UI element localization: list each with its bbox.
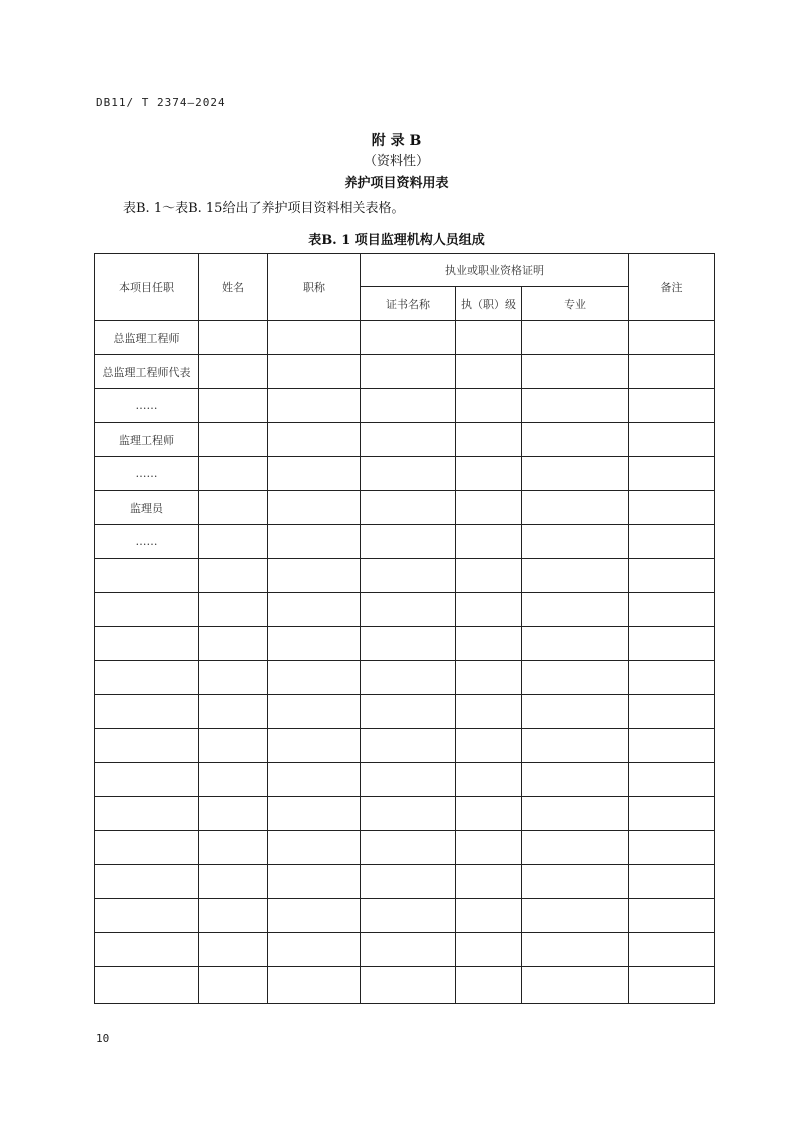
role-cell: 监理工程师 <box>95 423 199 457</box>
page-number: 10 <box>96 1032 110 1045</box>
blank-cell <box>268 559 361 593</box>
blank-cell <box>268 457 361 491</box>
blank-cell <box>361 695 456 729</box>
blank-cell <box>199 321 268 355</box>
blank-cell <box>456 763 522 797</box>
header-cert-name: 证书名称 <box>361 287 456 321</box>
blank-cell <box>361 389 456 423</box>
blank-cell <box>199 593 268 627</box>
blank-cell <box>361 899 456 933</box>
blank-cell <box>522 933 629 967</box>
table-caption: 表B. 1 项目监理机构人员组成 <box>308 233 485 248</box>
blank-cell <box>268 763 361 797</box>
blank-cell <box>456 865 522 899</box>
blank-cell <box>199 797 268 831</box>
blank-cell <box>268 423 361 457</box>
header-role: 本项目任职 <box>95 254 199 321</box>
blank-cell <box>361 865 456 899</box>
role-cell: …… <box>95 525 199 559</box>
blank-cell <box>199 865 268 899</box>
role-cell <box>95 559 199 593</box>
blank-cell <box>456 559 522 593</box>
blank-cell <box>629 933 715 967</box>
blank-cell <box>361 763 456 797</box>
blank-cell <box>522 661 629 695</box>
blank-cell <box>522 355 629 389</box>
blank-cell <box>268 899 361 933</box>
blank-cell <box>629 593 715 627</box>
table-row <box>95 321 715 355</box>
blank-cell <box>199 423 268 457</box>
blank-cell <box>268 967 361 1004</box>
table-row <box>95 797 715 831</box>
blank-cell <box>456 457 522 491</box>
personnel-table-wrapper <box>94 253 715 1004</box>
appendix-name: 养护项目资料用表 <box>344 176 449 191</box>
blank-cell <box>629 695 715 729</box>
blank-cell <box>629 559 715 593</box>
blank-cell <box>199 355 268 389</box>
table-row <box>95 423 715 457</box>
blank-cell <box>268 865 361 899</box>
blank-cell <box>268 729 361 763</box>
header-name: 姓名 <box>199 254 268 321</box>
table-row <box>95 389 715 423</box>
role-cell: 总监理工程师 <box>95 321 199 355</box>
blank-cell <box>629 661 715 695</box>
table-row <box>95 525 715 559</box>
blank-cell <box>361 457 456 491</box>
header-qualification: 执业或职业资格证明 <box>361 254 629 287</box>
blank-cell <box>456 729 522 763</box>
blank-cell <box>268 389 361 423</box>
table-row <box>95 457 715 491</box>
table-row <box>95 491 715 525</box>
header-remarks: 备注 <box>629 254 715 321</box>
blank-cell <box>361 355 456 389</box>
blank-cell <box>199 899 268 933</box>
role-cell <box>95 627 199 661</box>
header-specialty: 专业 <box>522 287 629 321</box>
table-row <box>95 933 715 967</box>
blank-cell <box>456 661 522 695</box>
blank-cell <box>456 899 522 933</box>
blank-cell <box>199 491 268 525</box>
blank-cell <box>268 661 361 695</box>
role-cell <box>95 661 199 695</box>
table-row <box>95 729 715 763</box>
role-cell <box>95 797 199 831</box>
table-row <box>95 593 715 627</box>
blank-cell <box>522 491 629 525</box>
blank-cell <box>456 389 522 423</box>
blank-cell <box>361 797 456 831</box>
appendix-title: 附 录 B <box>371 133 422 149</box>
blank-cell <box>199 763 268 797</box>
table-row <box>95 831 715 865</box>
blank-cell <box>629 797 715 831</box>
blank-cell <box>199 831 268 865</box>
blank-cell <box>199 729 268 763</box>
blank-cell <box>361 423 456 457</box>
role-cell: …… <box>95 457 199 491</box>
blank-cell <box>456 831 522 865</box>
blank-cell <box>456 695 522 729</box>
blank-cell <box>268 491 361 525</box>
blank-cell <box>361 525 456 559</box>
blank-cell <box>456 593 522 627</box>
table-row <box>95 355 715 389</box>
blank-cell <box>456 321 522 355</box>
table-row <box>95 763 715 797</box>
blank-cell <box>522 797 629 831</box>
role-cell <box>95 967 199 1004</box>
table-row <box>95 627 715 661</box>
table-row <box>95 661 715 695</box>
blank-cell <box>522 899 629 933</box>
blank-cell <box>522 967 629 1004</box>
blank-cell <box>268 593 361 627</box>
blank-cell <box>361 967 456 1004</box>
blank-cell <box>268 797 361 831</box>
blank-cell <box>522 831 629 865</box>
blank-cell <box>361 593 456 627</box>
blank-cell <box>199 525 268 559</box>
role-cell <box>95 695 199 729</box>
blank-cell <box>456 491 522 525</box>
role-cell <box>95 865 199 899</box>
role-cell: 总监理工程师代表 <box>95 355 199 389</box>
blank-cell <box>361 491 456 525</box>
blank-cell <box>629 491 715 525</box>
blank-cell <box>522 763 629 797</box>
blank-cell <box>199 457 268 491</box>
standard-code: DB11/ T 2374—2024 <box>96 96 226 109</box>
blank-cell <box>456 797 522 831</box>
header-row <box>95 254 715 287</box>
blank-cell <box>629 627 715 661</box>
blank-cell <box>268 695 361 729</box>
blank-cell <box>522 525 629 559</box>
appendix-nature: （资料性） <box>363 154 429 169</box>
role-cell <box>95 763 199 797</box>
blank-cell <box>456 355 522 389</box>
role-cell <box>95 933 199 967</box>
blank-cell <box>629 321 715 355</box>
blank-cell <box>456 525 522 559</box>
blank-cell <box>268 831 361 865</box>
blank-cell <box>629 729 715 763</box>
blank-cell <box>456 627 522 661</box>
blank-cell <box>199 695 268 729</box>
blank-cell <box>522 389 629 423</box>
header-title: 职称 <box>268 254 361 321</box>
blank-cell <box>522 423 629 457</box>
table-row <box>95 559 715 593</box>
blank-cell <box>629 457 715 491</box>
role-cell <box>95 831 199 865</box>
table-row <box>95 865 715 899</box>
blank-cell <box>522 457 629 491</box>
table-row <box>95 967 715 1004</box>
blank-cell <box>522 559 629 593</box>
role-cell <box>95 899 199 933</box>
intro-paragraph: 表B. 1～表B. 15给出了养护项目资料相关表格。 <box>123 201 405 216</box>
blank-cell <box>456 967 522 1004</box>
blank-cell <box>361 627 456 661</box>
role-cell <box>95 729 199 763</box>
blank-cell <box>268 355 361 389</box>
blank-cell <box>199 559 268 593</box>
role-cell <box>95 593 199 627</box>
blank-cell <box>456 933 522 967</box>
blank-cell <box>361 559 456 593</box>
blank-cell <box>199 389 268 423</box>
table-row <box>95 695 715 729</box>
table-row <box>95 899 715 933</box>
blank-cell <box>522 321 629 355</box>
blank-cell <box>522 865 629 899</box>
blank-cell <box>629 389 715 423</box>
blank-cell <box>268 627 361 661</box>
role-cell: 监理员 <box>95 491 199 525</box>
blank-cell <box>522 695 629 729</box>
blank-cell <box>629 355 715 389</box>
blank-cell <box>268 525 361 559</box>
blank-cell <box>199 933 268 967</box>
blank-cell <box>522 593 629 627</box>
blank-cell <box>361 661 456 695</box>
blank-cell <box>268 933 361 967</box>
blank-cell <box>629 763 715 797</box>
blank-cell <box>629 423 715 457</box>
blank-cell <box>629 525 715 559</box>
blank-cell <box>199 661 268 695</box>
personnel-table <box>94 253 715 1004</box>
blank-cell <box>629 865 715 899</box>
blank-cell <box>361 321 456 355</box>
blank-cell <box>629 967 715 1004</box>
blank-cell <box>522 627 629 661</box>
blank-cell <box>361 729 456 763</box>
header-level: 执（职）级 <box>456 287 522 321</box>
blank-cell <box>199 967 268 1004</box>
blank-cell <box>361 831 456 865</box>
blank-cell <box>456 423 522 457</box>
role-cell: …… <box>95 389 199 423</box>
blank-cell <box>361 933 456 967</box>
blank-cell <box>522 729 629 763</box>
blank-cell <box>629 899 715 933</box>
blank-cell <box>199 627 268 661</box>
blank-cell <box>629 831 715 865</box>
blank-cell <box>268 321 361 355</box>
